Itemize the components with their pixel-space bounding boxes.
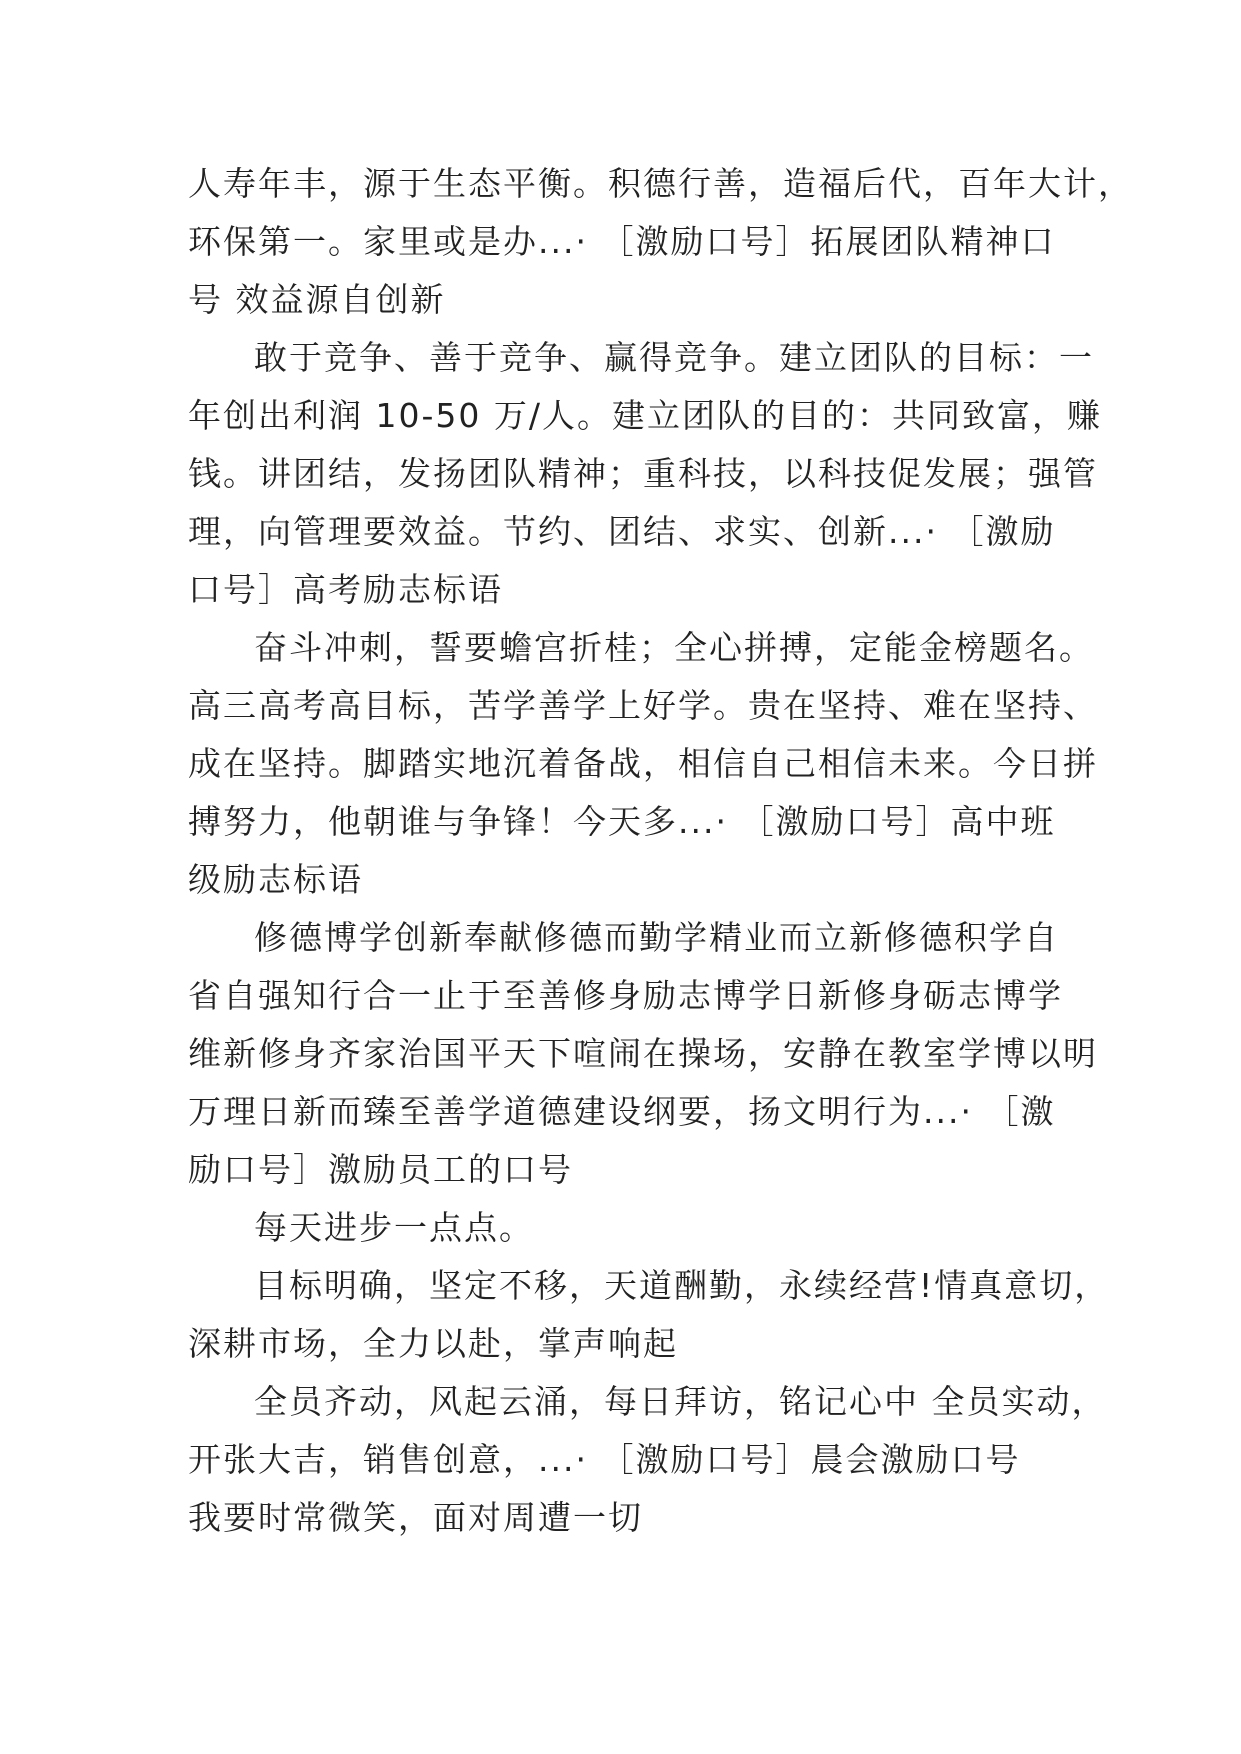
paragraph-start-line: 每天进步一点点。	[254, 1208, 534, 1247]
text-line: 级励志标语	[188, 860, 363, 899]
paragraph-start-line: 修德博学创新奉献修德而勤学精业而立新修德积学自	[254, 918, 1059, 957]
text-line: 开张大吉，销售创意，...· ［激励口号］晨会激励口号	[188, 1440, 1021, 1479]
paragraph-start-line: 目标明确，坚定不移，天道酬勤，永续经营!情真意切，	[254, 1266, 1110, 1305]
text-line: 人寿年丰，源于生态平衡。积德行善，造福后代，百年大计，	[188, 164, 1133, 203]
text-line: 搏努力，他朝谁与争锋！今天多...· ［激励口号］高中班	[188, 802, 1056, 841]
text-line: 年创出利润 10-50 万/人。建立团队的目的：共同致富，赚	[188, 396, 1102, 435]
text-line: 深耕市场，全力以赴，掌声响起	[188, 1324, 678, 1363]
paragraph-start-line: 奋斗冲刺，誓要蟾宫折桂；全心拼搏，定能金榜题名。	[254, 628, 1094, 667]
text-line: 励口号］激励员工的口号	[188, 1150, 573, 1189]
text-line: 环保第一。家里或是办...· ［激励口号］拓展团队精神口	[188, 222, 1056, 261]
text-line: 钱。讲团结，发扬团队精神；重科技，以科技促发展；强管	[188, 454, 1098, 493]
paragraph-start-line: 全员齐动，风起云涌，每日拜访，铭记心中 全员实动，	[254, 1382, 1107, 1421]
paragraph-start-line: 敢于竞争、善于竞争、赢得竞争。建立团队的目标：一	[254, 338, 1094, 377]
text-line: 口号］高考励志标语	[188, 570, 503, 609]
text-line: 成在坚持。脚踏实地沉着备战，相信自己相信未来。今日拼	[188, 744, 1098, 783]
text-line: 省自强知行合一止于至善修身励志博学日新修身砺志博学	[188, 976, 1063, 1015]
text-line: 维新修身齐家治国平天下喧闹在操场，安静在教室学博以明	[188, 1034, 1098, 1073]
text-line: 理，向管理要效益。节约、团结、求实、创新...· ［激励	[188, 512, 1056, 551]
document-body	[188, 155, 1133, 1547]
text-line: 号 效益源自创新	[188, 280, 446, 319]
text-line: 高三高考高目标，苦学善学上好学。贵在坚持、难在坚持、	[188, 686, 1098, 725]
text-line: 我要时常微笑，面对周遭一切	[188, 1498, 643, 1537]
text-line: 万理日新而臻至善学道德建设纲要，扬文明行为...· ［激	[188, 1092, 1056, 1131]
